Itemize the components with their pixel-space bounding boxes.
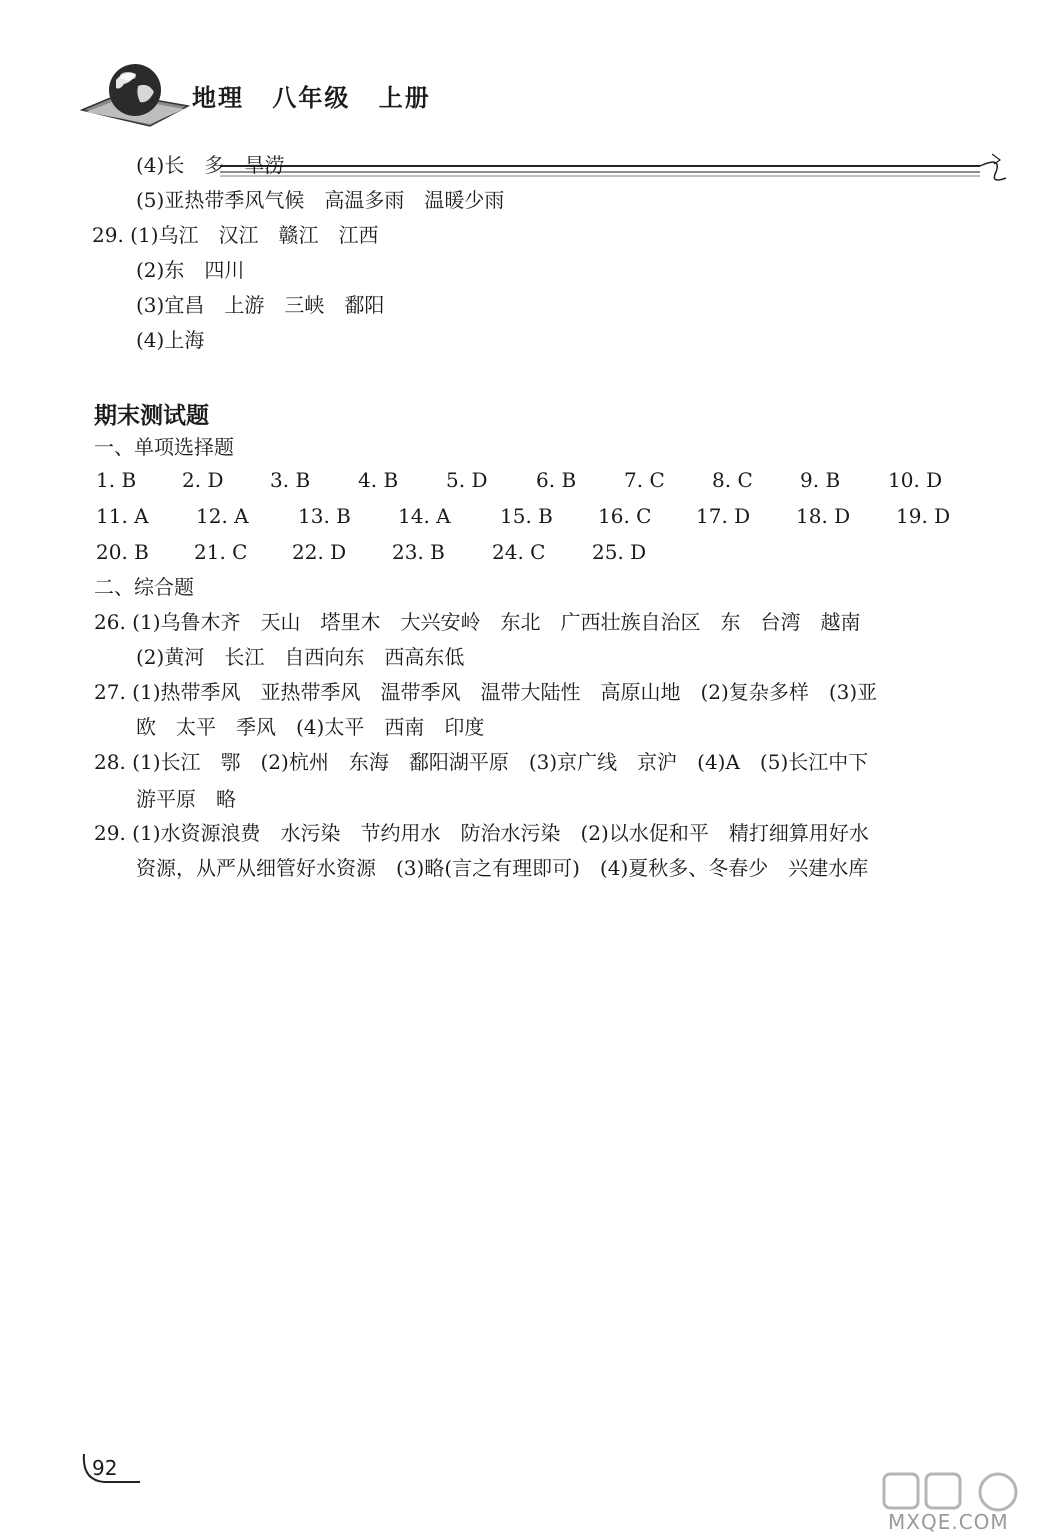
mc-answer: 10. D — [888, 468, 943, 492]
grade-label: 八年级 — [272, 84, 351, 112]
mc-answer: 24. C — [492, 540, 546, 564]
answer-line: 29. (1)乌江 汉江 赣江 江西 — [92, 223, 379, 247]
answer-line: 26. (1)乌鲁木齐 天山 塔里木 大兴安岭 东北 广西壮族自治区 东 台湾 越南 — [94, 610, 861, 634]
mc-answer: 21. C — [194, 540, 248, 564]
mc-answer: 22. D — [292, 540, 347, 564]
answer-line: 28. (1)长江 鄂 (2)杭州 东海 鄱阳湖平原 (3)京广线 京沪 (4)A (5)长江中下 — [94, 750, 869, 774]
page-number: 92 — [92, 1456, 118, 1480]
mc-answer: 15. B — [500, 504, 553, 528]
volume-label: 上册 — [378, 84, 431, 112]
answer-line: 游平原 略 — [136, 787, 236, 811]
mc-answer: 12. A — [196, 504, 249, 528]
answer-line: (5)亚热带季风气候 高温多雨 温暖少雨 — [136, 188, 505, 212]
mc-answer: 5. D — [446, 468, 488, 492]
answer-line: 欧 太平 季风 (4)太平 西南 印度 — [136, 715, 485, 739]
mc-answer: 4. B — [358, 468, 399, 492]
mc-answer: 7. C — [624, 468, 665, 492]
mc-answer: 19. D — [896, 504, 951, 528]
mc-answer: 1. B — [96, 468, 137, 492]
mc-answer: 25. D — [592, 540, 647, 564]
answer-line: 29. (1)水资源浪费 水污染 节约用水 防治水污染 (2)以水促和平 精打细算用好水 — [94, 821, 869, 845]
mc-answer: 18. D — [796, 504, 851, 528]
answer-line: 资源，从严从细管好水资源 (3)略(言之有理即可) (4)夏秋多、冬春少 兴建水库 — [136, 856, 869, 880]
mc-answer: 3. B — [270, 468, 311, 492]
mc-answer: 9. B — [800, 468, 841, 492]
answer-line: (4)上海 — [136, 328, 205, 352]
answer-line: (2)黄河 长江 自西向东 西高东低 — [136, 645, 465, 669]
mc-answer: 11. A — [96, 504, 149, 528]
section-title: 期末测试题 — [94, 403, 209, 429]
mc-answer: 6. B — [536, 468, 577, 492]
answer-line: (4)长 多 旱涝 — [136, 153, 285, 177]
subject-label: 地理 — [192, 84, 244, 112]
mc-answer: 14. A — [398, 504, 451, 528]
mc-answer: 17. D — [696, 504, 751, 528]
mc-answer: 16. C — [598, 504, 652, 528]
answer-line: (3)宜昌 上游 三峡 鄱阳 — [136, 293, 385, 317]
mc-answer: 13. B — [298, 504, 351, 528]
mc-answer: 23. B — [392, 540, 445, 564]
mc-answer: 8. C — [712, 468, 753, 492]
answer-line: (2)东 四川 — [136, 258, 245, 282]
mc-answer: 2. D — [182, 468, 224, 492]
header-rule — [220, 152, 1010, 192]
comp-heading: 二、综合题 — [94, 575, 194, 599]
mc-heading: 一、单项选择题 — [94, 435, 234, 459]
answer-line: 27. (1)热带季风 亚热带季风 温带季风 温带大陆性 高原山地 (2)复杂多样 (3)亚 — [94, 680, 878, 704]
globe-book-icon — [80, 54, 200, 134]
watermark-text: MXQE.COM — [888, 1510, 1009, 1534]
book-title — [192, 78, 449, 113]
mc-answer: 20. B — [96, 540, 149, 564]
